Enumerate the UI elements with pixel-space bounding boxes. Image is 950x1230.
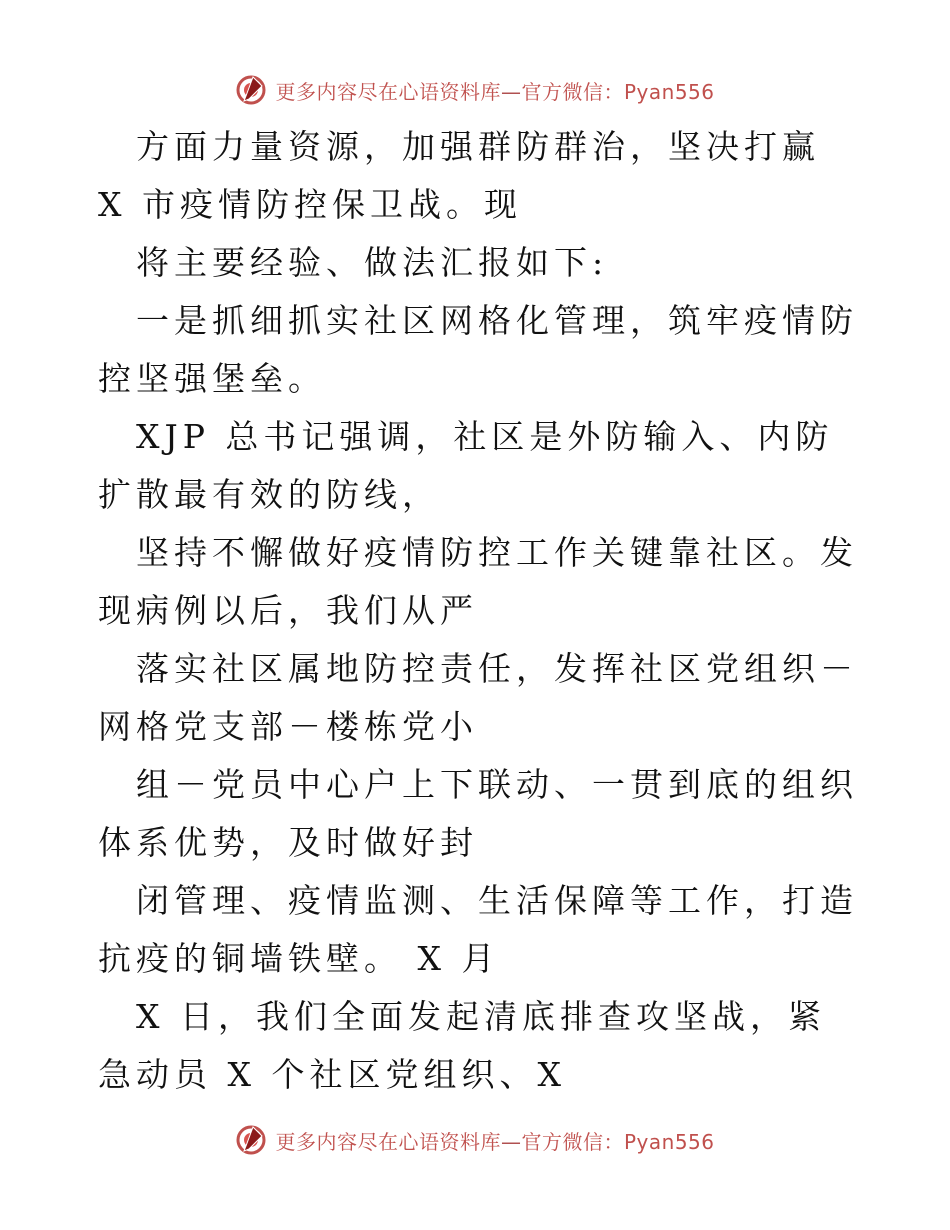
watermark-main: 更多内容尽在心语资料库 <box>275 79 501 104</box>
watermark-main: 更多内容尽在心语资料库 <box>275 1129 501 1154</box>
watermark-text <box>275 76 714 105</box>
watermark-wechat-label: 官方微信： <box>521 1129 624 1154</box>
paragraph: 闭管理、疫情监测、生活保障等工作，打造抗疫的铜墙铁壁。 X 月 <box>98 881 858 978</box>
paragraph: 方面力量资源，加强群防群治，坚决打赢 X 市疫情防控保卫战。现 <box>98 127 820 224</box>
watermark-dash: — <box>500 79 522 104</box>
watermark-handle: Pyan556 <box>623 79 715 104</box>
paragraph: XJP 总书记强调，社区是外防输入、内防扩散最有效的防线， <box>98 417 834 514</box>
watermark-wechat-label: 官方微信： <box>521 79 624 104</box>
paragraph: X 日，我们全面发起清底排查攻坚战，紧急动员 X 个社区党组织、X <box>98 997 826 1094</box>
paragraph: 将主要经验、做法汇报如下: <box>136 243 609 282</box>
pen-logo-icon <box>235 74 267 106</box>
watermark-dash: — <box>500 1129 522 1154</box>
paragraph: 组－党员中心户上下联动、一贯到底的组织体系优势，及时做好封 <box>98 765 858 862</box>
paragraph: 坚持不懈做好疫情防控工作关键靠社区。发现病例以后，我们从严 <box>98 533 858 630</box>
watermark-handle: Pyan556 <box>623 1129 715 1154</box>
header-watermark-banner <box>0 68 950 112</box>
paragraph: 落实社区属地防控责任，发挥社区党组织－网格党支部－楼栋党小 <box>98 649 858 746</box>
watermark-text <box>275 1126 714 1155</box>
footer-watermark-banner <box>0 1118 950 1162</box>
paragraph: 一是抓细抓实社区网格化管理，筑牢疫情防控坚强堡垒。 <box>98 301 858 398</box>
document-body <box>98 118 858 1104</box>
pen-logo-icon <box>235 1124 267 1156</box>
